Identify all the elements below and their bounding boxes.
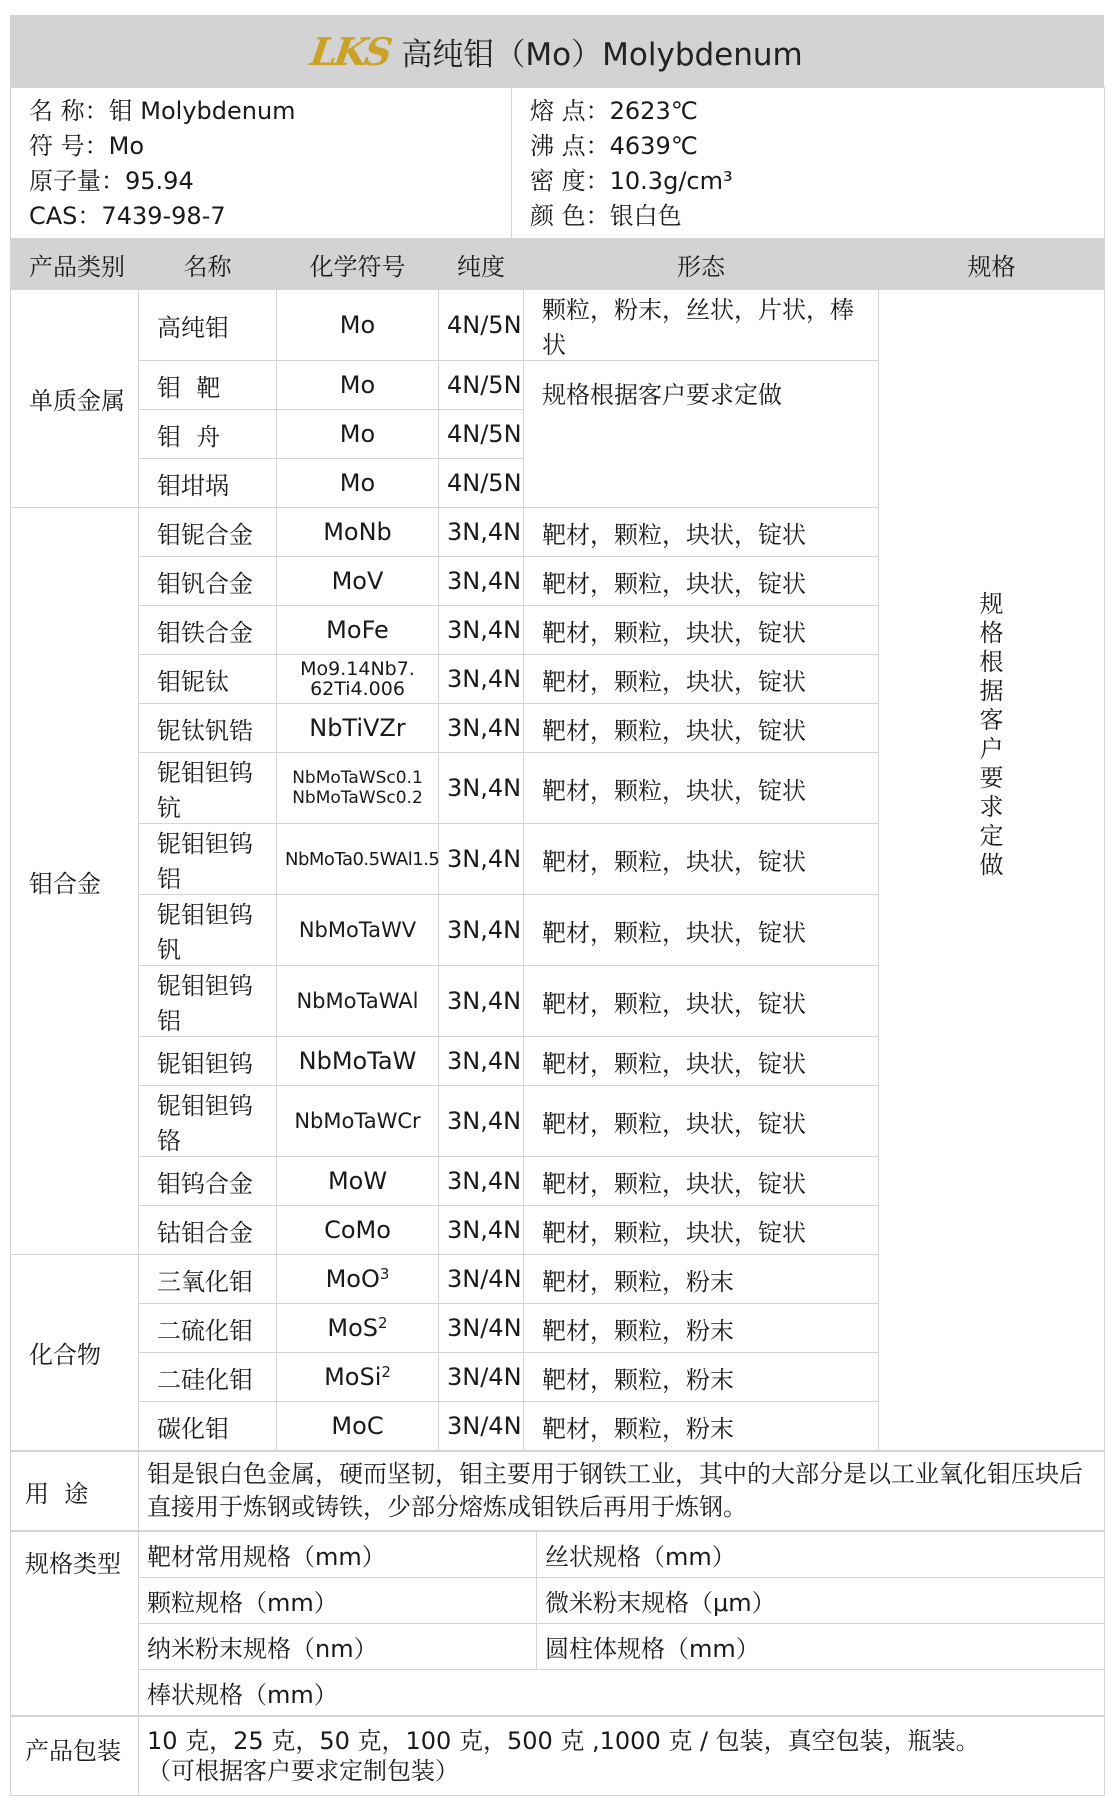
- product-symbol: NbMoTa0.5WAl1.5: [277, 824, 439, 895]
- product-name: 铌钛钒锆: [139, 704, 277, 753]
- product-purity: 3N,4N: [439, 508, 524, 557]
- product-name: 钼铌钛: [139, 655, 277, 704]
- spec-type-item: 颗粒规格（mm）: [139, 1578, 537, 1624]
- product-purity: 3N,4N: [439, 966, 524, 1037]
- product-form: 靶材，颗粒，块状，锭状: [524, 1157, 879, 1206]
- page-title: 高纯钼（Mo）Molybdenum: [401, 36, 803, 73]
- product-form: 靶材，颗粒，块状，锭状: [524, 704, 879, 753]
- product-form: 靶材，颗粒，块状，锭状: [524, 1206, 879, 1255]
- product-purity: 3N,4N: [439, 1157, 524, 1206]
- product-symbol: MoV: [277, 557, 439, 606]
- product-symbol: Mo9.14Nb7. 62Ti4.006: [277, 655, 439, 704]
- packaging-label: 产品包装: [11, 1717, 139, 1796]
- product-name: 三氧化钼: [139, 1255, 277, 1304]
- product-purity: 3N,4N: [439, 753, 524, 824]
- product-name: 钼铁合金: [139, 606, 277, 655]
- product-form: 靶材，颗粒，粉末: [524, 1402, 879, 1451]
- product-symbol: Mo: [277, 459, 439, 508]
- product-form: 靶材，颗粒，粉末: [524, 1353, 879, 1402]
- packaging-table: [10, 1716, 1105, 1796]
- product-symbol: CoMo: [277, 1206, 439, 1255]
- col-purity: 纯度: [439, 239, 524, 290]
- category-cell: 钼合金: [11, 508, 139, 1255]
- product-purity: 3N,4N: [439, 557, 524, 606]
- product-symbol: MoO$^3$: [277, 1255, 439, 1304]
- product-sheet: [10, 15, 1104, 1796]
- product-name: 铌钼钽钨: [139, 1037, 277, 1086]
- product-form: 靶材，颗粒，块状，锭状: [524, 753, 879, 824]
- product-purity: 4N/5N: [439, 459, 524, 508]
- product-symbol: MoW: [277, 1157, 439, 1206]
- col-form: 形态: [524, 239, 879, 290]
- usage-table: [10, 1451, 1105, 1531]
- product-purity: 3N,4N: [439, 1037, 524, 1086]
- col-category: 产品类别: [11, 239, 139, 290]
- product-symbol: MoSi$^2$: [277, 1353, 439, 1402]
- product-purity: 3N,4N: [439, 704, 524, 753]
- product-symbol: MoC: [277, 1402, 439, 1451]
- info-atomic-weight: 原子量：95.94: [29, 167, 194, 195]
- packaging-text: 10 克，25 克，50 克，100 克，500 克 ,1000 克 / 包装，真空包装，瓶装。 （可根据客户要求定制包装）: [139, 1717, 1105, 1796]
- product-purity: 4N/5N: [439, 410, 524, 459]
- spec-type-item: 棒状规格（mm）: [139, 1670, 1105, 1716]
- col-name: 名称: [139, 239, 277, 290]
- product-form: 靶材，颗粒，块状，锭状: [524, 508, 879, 557]
- product-form: 靶材，颗粒，块状，锭状: [524, 895, 879, 966]
- product-name: 钼铌合金: [139, 508, 277, 557]
- product-purity: 3N,4N: [439, 824, 524, 895]
- product-form: 靶材，颗粒，块状，锭状: [524, 1086, 879, 1157]
- spec-note-vertical: 规格根据客户要求定做: [979, 590, 1004, 879]
- spec-type-item: 丝状规格（mm）: [537, 1532, 1105, 1578]
- product-form: 靶材，颗粒，块状，锭状: [524, 557, 879, 606]
- product-form: 靶材，颗粒，粉末: [524, 1304, 879, 1353]
- product-purity: 4N/5N: [439, 290, 524, 361]
- product-symbol: Mo: [277, 290, 439, 361]
- product-symbol: MoFe: [277, 606, 439, 655]
- info-density: 密 度：10.3g/cm³: [530, 167, 733, 195]
- product-name: 铌钼钽钨钪: [139, 753, 277, 824]
- product-form: 靶材，颗粒，块状，锭状: [524, 966, 879, 1037]
- product-purity: 4N/5N: [439, 361, 524, 410]
- product-purity: 3N,4N: [439, 606, 524, 655]
- product-name: 二硅化钼: [139, 1353, 277, 1402]
- info-name: 名 称：钼 Molybdenum: [29, 97, 296, 125]
- product-purity: 3N/4N: [439, 1304, 524, 1353]
- product-symbol: NbTiVZr: [277, 704, 439, 753]
- product-form: 颗粒，粉末，丝状，片状，棒状: [524, 290, 879, 361]
- category-cell: 单质金属: [11, 290, 139, 508]
- product-symbol: NbMoTaWV: [277, 895, 439, 966]
- info-cas: CAS：7439-98-7: [29, 202, 226, 230]
- product-symbol: NbMoTaW: [277, 1037, 439, 1086]
- product-name: 钼 靶: [139, 361, 277, 410]
- title-bar: [10, 15, 1104, 87]
- table-row: [11, 290, 1105, 361]
- product-name: 二硫化钼: [139, 1304, 277, 1353]
- category-cell: 化合物: [11, 1255, 139, 1451]
- product-purity: 3N,4N: [439, 895, 524, 966]
- product-name: 铌钼钽钨铝: [139, 966, 277, 1037]
- product-symbol: MoS$^2$: [277, 1304, 439, 1353]
- spec-types-table: [10, 1531, 1105, 1716]
- product-purity: 3N,4N: [439, 655, 524, 704]
- product-purity: 3N/4N: [439, 1353, 524, 1402]
- info-right: [512, 88, 1105, 239]
- product-form: 规格根据客户要求定做: [524, 361, 879, 508]
- product-table: [10, 238, 1105, 1451]
- spec-cell: [879, 290, 1105, 1451]
- info-color: 颜 色：银白色: [530, 202, 682, 230]
- product-name: 钼钨合金: [139, 1157, 277, 1206]
- table-header: [11, 239, 1105, 290]
- product-form: 靶材，颗粒，块状，锭状: [524, 824, 879, 895]
- info-symbol: 符 号：Mo: [29, 132, 145, 160]
- product-purity: 3N,4N: [439, 1086, 524, 1157]
- product-name: 铌钼钽钨钒: [139, 895, 277, 966]
- product-name: 碳化钼: [139, 1402, 277, 1451]
- product-name: 钼钒合金: [139, 557, 277, 606]
- info-table: [10, 87, 1105, 238]
- spec-types-label: 规格类型: [11, 1532, 139, 1716]
- product-form: 靶材，颗粒，粉末: [524, 1255, 879, 1304]
- col-symbol: 化学符号: [277, 239, 439, 290]
- product-name: 钼 舟: [139, 410, 277, 459]
- spec-type-item: 纳米粉末规格（nm）: [139, 1624, 537, 1670]
- brand-logo: LKS: [308, 28, 393, 74]
- product-purity: 3N/4N: [439, 1402, 524, 1451]
- product-form: 靶材，颗粒，块状，锭状: [524, 606, 879, 655]
- product-name: 钼坩埚: [139, 459, 277, 508]
- spec-type-item: 靶材常用规格（mm）: [139, 1532, 537, 1578]
- usage-label: 用 途: [11, 1452, 139, 1531]
- info-boiling-point: 沸 点：4639℃: [530, 132, 698, 160]
- product-form: 靶材，颗粒，块状，锭状: [524, 1037, 879, 1086]
- product-symbol: NbMoTaWCr: [277, 1086, 439, 1157]
- product-name: 铌钼钽钨铬: [139, 1086, 277, 1157]
- product-symbol: Mo: [277, 361, 439, 410]
- product-name: 铌钼钽钨铝: [139, 824, 277, 895]
- product-form: 靶材，颗粒，块状，锭状: [524, 655, 879, 704]
- info-left: [11, 88, 512, 239]
- product-symbol: NbMoTaWSc0.1 NbMoTaWSc0.2: [277, 753, 439, 824]
- spec-type-item: 微米粉末规格（μm）: [537, 1578, 1105, 1624]
- col-spec: 规格: [879, 239, 1105, 290]
- product-name: 高纯钼: [139, 290, 277, 361]
- product-purity: 3N/4N: [439, 1255, 524, 1304]
- product-name: 钴钼合金: [139, 1206, 277, 1255]
- info-melting-point: 熔 点：2623℃: [530, 97, 698, 125]
- product-purity: 3N,4N: [439, 1206, 524, 1255]
- product-symbol: MoNb: [277, 508, 439, 557]
- product-symbol: NbMoTaWAl: [277, 966, 439, 1037]
- product-symbol: Mo: [277, 410, 439, 459]
- usage-text: 钼是银白色金属，硬而坚韧，钼主要用于钢铁工业，其中的大部分是以工业氧化钼压块后直接用于炼钢或铸铁，少部分熔炼成钼铁后再用于炼钢。: [139, 1452, 1105, 1531]
- spec-type-item: 圆柱体规格（mm）: [537, 1624, 1105, 1670]
